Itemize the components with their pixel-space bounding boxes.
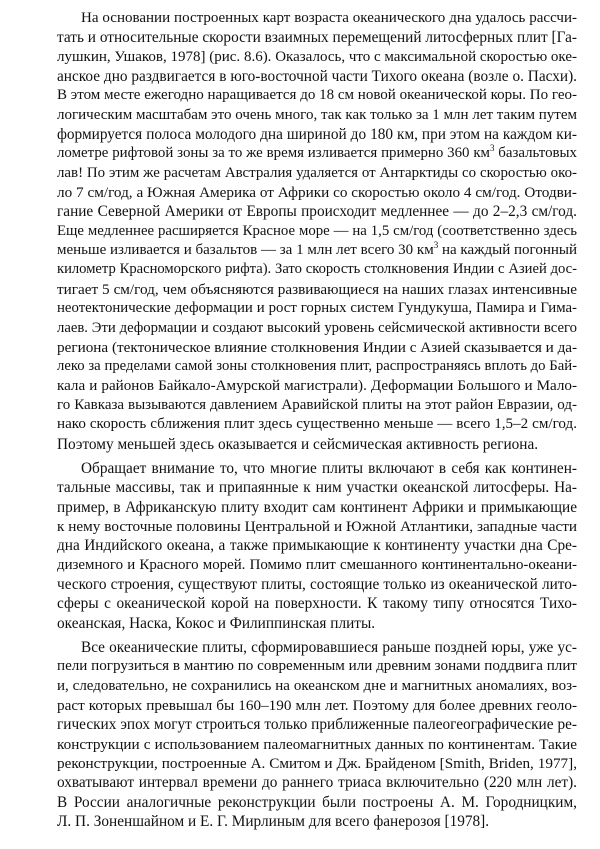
paragraph xyxy=(57,638,577,831)
text-line: Обращает внимание то, что многие плиты включают в себя как континен- xyxy=(81,459,577,477)
text-segment: на каждый погонный xyxy=(438,242,577,259)
text-line: тальные массивы, так и припаянные к ним участки океанской литосферы. На- xyxy=(57,479,577,497)
text-line: раст которых превышал бы 160–190 млн лет. Поэтому для более древних геоло- xyxy=(57,697,577,715)
text-line: В России аналогичные реконструкции были построены А. М. Городницким, xyxy=(57,793,577,811)
text-line: Все океанические плиты, сформировавшиеся раньше поздней юры, уже ус- xyxy=(81,639,577,656)
text-line: ло 7 см/год, а Южная Америка от Африки со скоростью около 4 см/год. Отодви- xyxy=(57,184,577,202)
text-line: реконструкции, построенные А. Смитом и Дж. Брайденом [Smith, Briden, 1977], xyxy=(57,755,577,773)
text-line: лаев. Эти деформации и создают высокий уровень сейсмической активности всего xyxy=(57,319,577,336)
text-line: к нему восточные половины Центральной и Южной Атлантики, западные части xyxy=(57,517,577,535)
text-segment: лометре рифтовой зоны за то же время изливается примерно 360 км xyxy=(57,145,490,162)
text-line: региона (тектоническое влияние столкновения Индии с Азией сказывается и да- xyxy=(57,338,578,356)
text-line: гических эпох могут строиться только приближенные палеогеографические ре- xyxy=(57,716,577,734)
text-line: неотектонические деформации и рост горных систем Гундукуша, Памира и Гима- xyxy=(57,300,577,317)
superscript: 3 xyxy=(489,143,495,154)
text-line xyxy=(57,144,577,163)
text-line: ческого строения, существуют плиты, состоящие только из океанической лито- xyxy=(57,575,577,593)
text-line: диземного и Красного морей. Помимо плит смешанного континентально-океани- xyxy=(57,556,577,573)
text-line: конструкции с использованием палеомагнитных данных по континентам. Такие xyxy=(57,735,577,753)
text-line: тигает 5 см/год, чем объясняются развивающиеся на наших глазах интенсивные xyxy=(57,280,577,298)
text-segment: базальтовых xyxy=(494,145,578,162)
text-line: кала и районов Байкало-Амурской магистрали). Деформации Большого и Мало- xyxy=(57,377,577,394)
text-line: пример, в Африканскую плиту входит сам континент Африки и примыкающие xyxy=(57,498,577,516)
text-line: километр Красноморского рифта). Зато скорость столкновения Индии с Азией дос- xyxy=(57,261,577,278)
text-line xyxy=(57,241,577,260)
text-line: океанская, Наска, Кокос и Филиппинская плиты. xyxy=(57,614,376,632)
text-line: и, следовательно, не сохранились на океанском дне и магнитных аномалиях, воз- xyxy=(57,677,577,694)
text-line: анское дно раздвигается в юго-восточной части Тихого океана (возле о. Пасхи). xyxy=(57,68,577,86)
text-line: дна Индийского океана, а также примыкающие к континенту участки дна Сре- xyxy=(57,537,577,555)
paragraph xyxy=(57,9,577,454)
text-line: сферы с океанической корой на поверхности. К такому типу относятся Тихо- xyxy=(57,595,577,613)
text-line: го Кавказа вызываются давлением Аравийской плиты на этот район Евразии, од- xyxy=(57,396,577,413)
text-line: лушкин, Ушаков, 1978] (рис. 8.6). Оказалось, что с максимальной скоростью оке- xyxy=(57,48,577,65)
text-segment: меньше изливается и базальтов — за 1 млн лет всего 30 км xyxy=(57,242,434,259)
text-line: Л. П. Зоненшайном и Е. Г. Мирлиным для всего фанерозоя [1978]. xyxy=(57,813,490,831)
text-line: тать и относительные скорости взаимных перемещений литосферных плит [Га- xyxy=(57,29,577,47)
text-line: лав! По этим же расчетам Австралия удаляется от Антарктиды со скоростью око- xyxy=(57,164,577,181)
text-line: пели погрузиться в мантию по современным или древним зонами поддвига плит xyxy=(57,658,577,675)
text-line: логическим масштабам это очень много, так как только за 1 млн лет таким путем xyxy=(57,106,577,123)
text-line: нако скорость сближения плит здесь существенно меньше — всего 1,5–2 см/год. xyxy=(57,416,577,433)
text-line: Поэтому меньшей здесь оказывается и сейсмическая активность региона. xyxy=(57,435,539,453)
text-line: На основании построенных карт возраста океанического дна удалось рассчи- xyxy=(81,10,577,26)
text-line: Еще медленнее расширяется Красное море — на 1,5 см/год (соответственно здесь xyxy=(57,222,577,239)
text-line: леко за пределами самой зоны столкновения плит, распространяясь вплоть до Бай- xyxy=(57,358,577,375)
text-line: охватывают интервал времени до раннего триаса включительно (220 млн лет). xyxy=(57,774,577,792)
page-body xyxy=(57,9,577,831)
text-line: гание Северной Америки от Европы происходит медленнее — до 2–2,3 см/год. xyxy=(57,203,577,221)
text-line: В этом месте ежегодно наращивается до 18 см новой океанической коры. По гео- xyxy=(57,87,577,104)
paragraph xyxy=(57,459,577,633)
superscript: 3 xyxy=(433,240,439,251)
text-line: формируется полоса молодого дна шириной до 180 км, при этом на каждом ки- xyxy=(57,126,577,144)
